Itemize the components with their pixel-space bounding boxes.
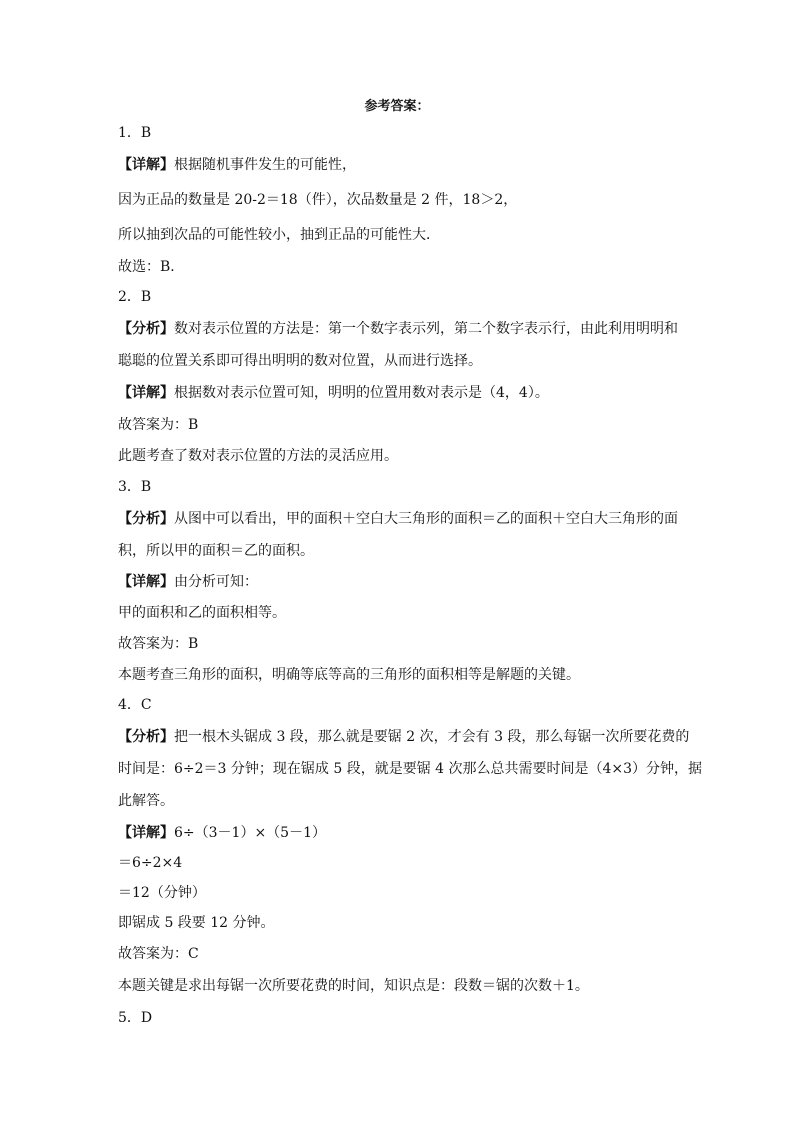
q3-summary: 本题考查三角形的面积，明确等底等高的三角形的面积相等是解题的关键。 bbox=[118, 667, 580, 683]
detail-tag: 【详解】 bbox=[118, 157, 174, 173]
q2-answer: 故答案为：B bbox=[118, 417, 199, 433]
q3-detail bbox=[118, 572, 698, 592]
q1-number: 1．B bbox=[118, 125, 152, 141]
q4-calc-line2: ＝6÷2×4 bbox=[118, 855, 183, 871]
analysis-tag: 【分析】 bbox=[118, 729, 174, 745]
q2-detail-text: 根据数对表示位置可知，明明的位置用数对表示是（4，4）。 bbox=[174, 385, 549, 401]
q2-detail bbox=[118, 383, 698, 403]
q2-number: 2．B bbox=[118, 289, 152, 305]
q3-analysis-text-1: 从图中可以看出，甲的面积＋空白大三角形的面积＝乙的面积＋空白大三角形的面 bbox=[174, 511, 678, 527]
q4-analysis-line2: 时间是：6÷2＝3 分钟；现在锯成 5 段，就是要锯 4 次那么总共需要时间是（4×3）分钟，据 bbox=[118, 761, 703, 777]
q2-analysis bbox=[118, 319, 698, 339]
q5-number: 5．D bbox=[118, 1010, 153, 1026]
q4-number: 4．C bbox=[118, 697, 152, 713]
q3-analysis-line2: 积，所以甲的面积＝乙的面积。 bbox=[118, 543, 314, 559]
q4-detail-text: 6÷（3－1）×（5－1） bbox=[174, 825, 326, 841]
q1-line2: 因为正品的数量是 20-2＝18（件），次品数量是 2 件，18＞2， bbox=[118, 192, 518, 208]
q2-analysis-text-1: 数对表示位置的方法是：第一个数字表示列，第二个数字表示行，由此利用明明和 bbox=[174, 321, 678, 337]
analysis-tag: 【分析】 bbox=[118, 511, 174, 527]
q1-detail-text: 根据随机事件发生的可能性， bbox=[174, 157, 356, 173]
q4-calc-line3: ＝12（分钟） bbox=[118, 885, 206, 901]
q3-answer: 故答案为：B bbox=[118, 636, 199, 652]
q3-detail-text: 由分析可知： bbox=[174, 574, 258, 590]
q2-analysis-line2: 聪聪的位置关系即可得出明明的数对位置，从而进行选择。 bbox=[118, 353, 482, 369]
q1-detail bbox=[118, 155, 698, 175]
q4-analysis-line3: 此解答。 bbox=[118, 793, 174, 809]
q3-detail-line2: 甲的面积和乙的面积相等。 bbox=[118, 605, 286, 621]
detail-tag: 【详解】 bbox=[118, 825, 174, 841]
detail-tag: 【详解】 bbox=[118, 574, 174, 590]
q4-result: 即锯成 5 段要 12 分钟。 bbox=[118, 915, 275, 931]
q1-answer: 故选：B． bbox=[118, 259, 185, 275]
q2-summary: 此题考查了数对表示位置的方法的灵活应用。 bbox=[118, 448, 398, 464]
q3-number: 3．B bbox=[118, 479, 152, 495]
page-title: 参考答案： bbox=[364, 99, 430, 114]
q3-analysis bbox=[118, 509, 698, 529]
q4-summary: 本题关键是求出每锯一次所要花费的时间，知识点是：段数＝锯的次数＋1。 bbox=[118, 978, 589, 994]
analysis-tag: 【分析】 bbox=[118, 321, 174, 337]
q1-line3: 所以抽到次品的可能性较小，抽到正品的可能性大． bbox=[118, 227, 440, 243]
detail-tag: 【详解】 bbox=[118, 385, 174, 401]
q4-analysis bbox=[118, 727, 698, 747]
q4-answer: 故答案为：C bbox=[118, 946, 199, 962]
q4-detail bbox=[118, 823, 698, 843]
q4-analysis-text-1: 把一根木头锯成 3 段，那么就是要锯 2 次，才会有 3 段，那么每锯一次所要花费的 bbox=[174, 729, 690, 745]
